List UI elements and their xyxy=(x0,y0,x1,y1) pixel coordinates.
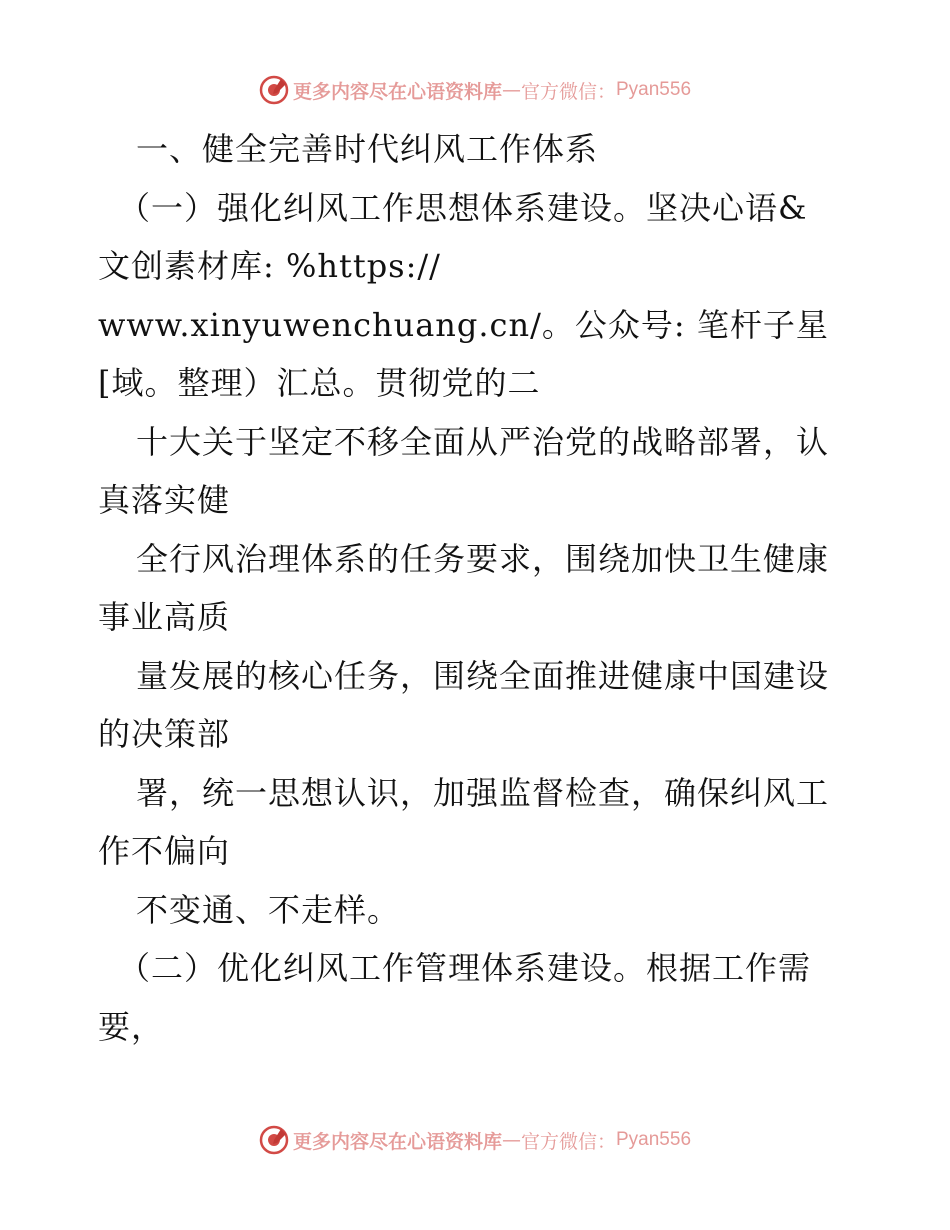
document-body xyxy=(98,120,858,1056)
paragraph-line: 不变通、不走样。 xyxy=(136,890,401,929)
paragraph-line: 量发展的核心任务，围绕全面推进健康中国建设 xyxy=(136,656,830,695)
brand-logo-icon xyxy=(259,75,289,105)
paragraph-line: 真落实健 xyxy=(98,481,231,519)
paragraph-line: （二）优化纠风工作管理体系建设。根据工作需 xyxy=(118,949,812,987)
banner-slogan: 更多内容尽在心语资料库 xyxy=(292,80,502,103)
section-heading: 一、健全完善时代纠风工作体系 xyxy=(136,130,599,168)
paragraph-line: 事业高质 xyxy=(98,598,231,636)
paragraph-line: 文创素材库: %https:// xyxy=(98,247,441,285)
header-banner xyxy=(0,72,950,108)
banner-dash: — xyxy=(501,1129,521,1151)
paragraph-line: 要， xyxy=(98,1007,165,1046)
brand-logo-icon xyxy=(259,1125,289,1155)
paragraph-line: 署，统一思想认识，加强监督检查，确保纠风工 xyxy=(136,773,830,812)
paragraph-line: 十大关于坚定不移全面从严治党的战略部署，认 xyxy=(136,422,830,461)
banner-contact-label: 官方微信： xyxy=(520,1130,616,1153)
paragraph-line: 全行风治理体系的任务要求，围绕加快卫生健康 xyxy=(136,539,830,578)
footer-banner xyxy=(0,1122,950,1158)
paragraph-line: （一）强化纠风工作思想体系建设。坚决心语& xyxy=(118,188,808,227)
banner-wechat-id: Pyan556 xyxy=(616,1129,692,1150)
banner-dash: — xyxy=(501,79,521,101)
banner-contact-label: 官方微信： xyxy=(520,80,616,103)
paragraph-line: [域。整理）汇总。贯彻党的二 xyxy=(98,364,541,402)
banner-slogan: 更多内容尽在心语资料库 xyxy=(292,1130,502,1153)
paragraph-line: 作不偏向 xyxy=(98,832,231,870)
paragraph-line: www.xinyuwenchuang.cn/。公众号: 笔杆子星 xyxy=(98,305,829,344)
banner-wechat-id: Pyan556 xyxy=(616,79,692,100)
paragraph-line: 的决策部 xyxy=(98,715,231,753)
